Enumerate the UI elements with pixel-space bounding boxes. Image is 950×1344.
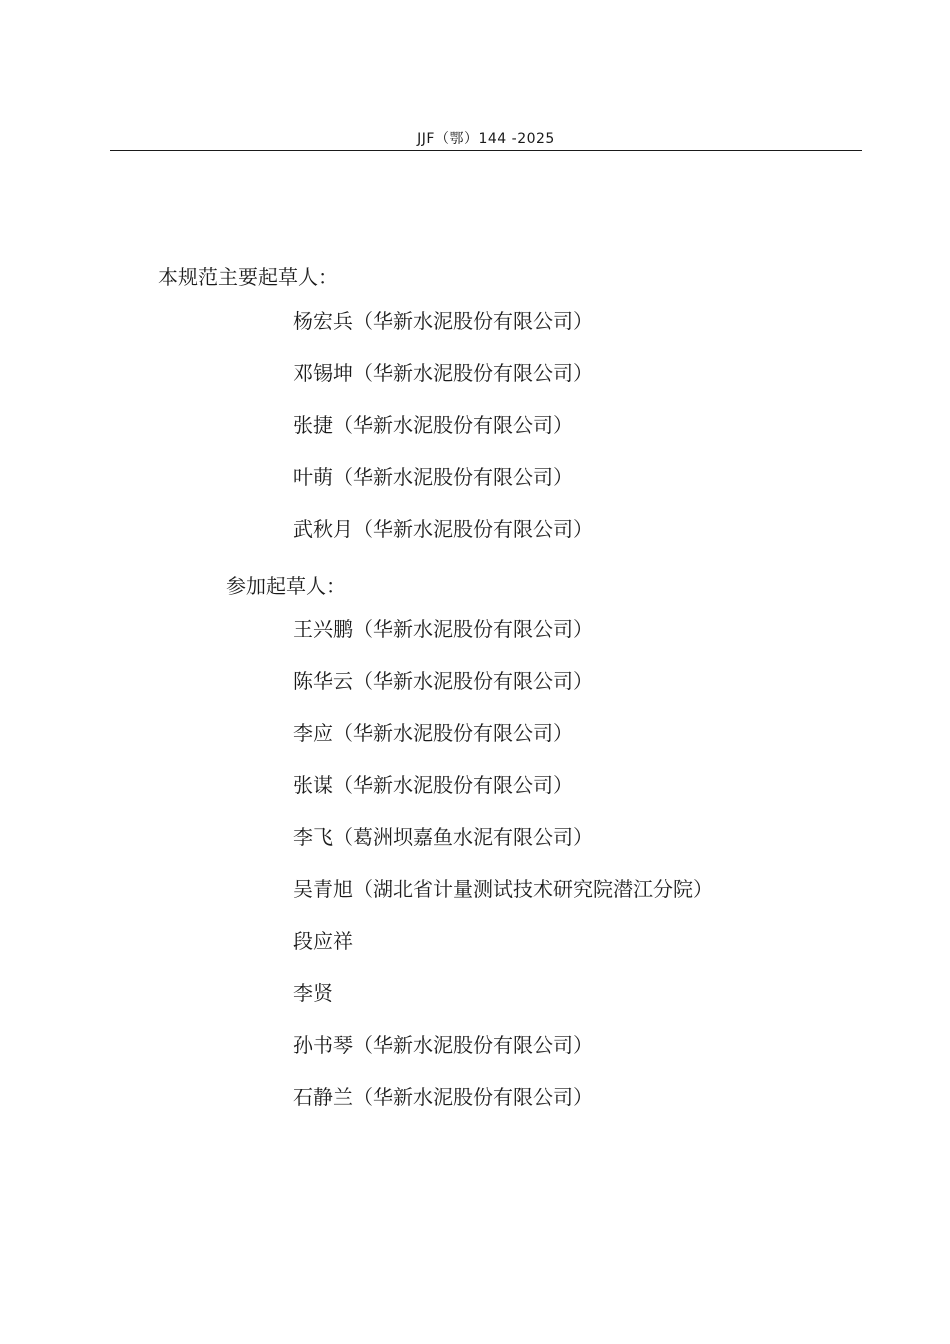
main-drafter-item: 叶萌（华新水泥股份有限公司） bbox=[293, 465, 573, 489]
standard-code-header: JJF（鄂）144 -2025 bbox=[417, 131, 555, 147]
main-drafters-list bbox=[293, 306, 593, 566]
header-divider bbox=[110, 150, 862, 151]
main-drafter-item: 邓锡坤（华新水泥股份有限公司） bbox=[293, 361, 593, 385]
participating-drafter-item: 张谋（华新水泥股份有限公司） bbox=[293, 773, 573, 797]
main-drafter-item: 杨宏兵（华新水泥股份有限公司） bbox=[293, 309, 593, 333]
participating-drafter-item: 段应祥 bbox=[293, 929, 353, 953]
participating-drafter-item: 李贤 bbox=[293, 981, 333, 1005]
participating-drafter-item: 李飞（葛洲坝嘉鱼水泥有限公司） bbox=[293, 825, 593, 849]
main-drafter-item: 张捷（华新水泥股份有限公司） bbox=[293, 413, 573, 437]
participating-drafters-heading: 参加起草人： bbox=[226, 574, 346, 598]
participating-drafters-list bbox=[293, 614, 713, 1134]
participating-drafter-item: 石静兰（华新水泥股份有限公司） bbox=[293, 1085, 593, 1109]
main-drafters-heading: 本规范主要起草人： bbox=[158, 265, 338, 289]
participating-drafter-item: 吴青旭（湖北省计量测试技术研究院潜江分院） bbox=[293, 877, 713, 901]
participating-drafter-item: 孙书琴（华新水泥股份有限公司） bbox=[293, 1033, 593, 1057]
main-drafter-item: 武秋月（华新水泥股份有限公司） bbox=[293, 517, 593, 541]
participating-drafter-item: 王兴鹏（华新水泥股份有限公司） bbox=[293, 617, 593, 641]
participating-drafter-item: 李应（华新水泥股份有限公司） bbox=[293, 721, 573, 745]
participating-drafter-item: 陈华云（华新水泥股份有限公司） bbox=[293, 669, 593, 693]
